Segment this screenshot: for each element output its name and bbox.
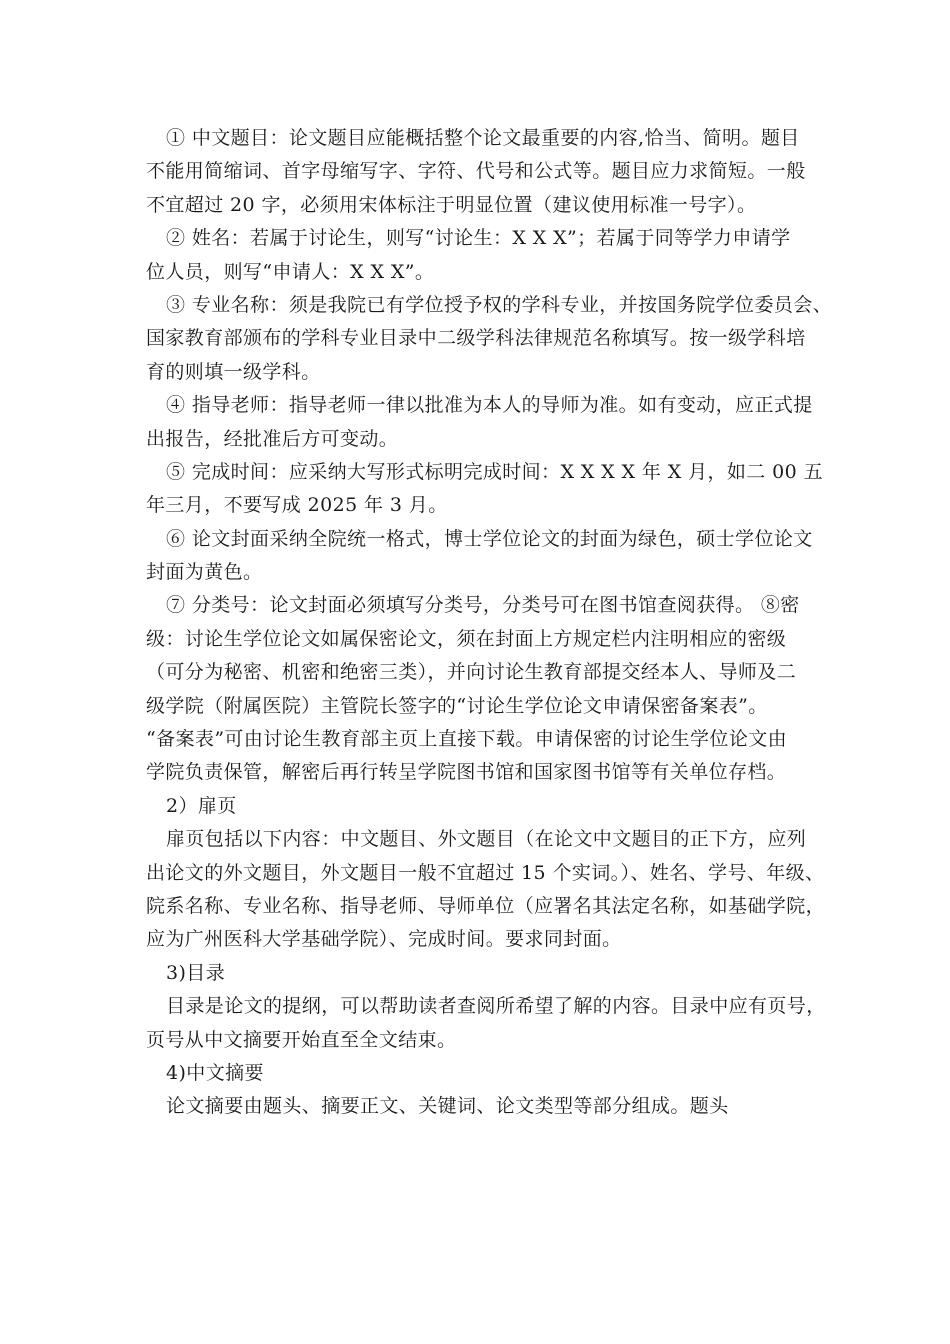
- text-line: ② 姓名：若属于讨论生，则写“讨论生：X X X”；若属于同等学力申请学: [166, 227, 791, 250]
- section-heading: 4)中文摘要: [166, 1061, 264, 1084]
- text-line: 应为广州医科大学基础学院）、完成时间。要求同封面。: [146, 928, 622, 951]
- text-line: 论文摘要由题头、摘要正文、关键词、论文类型等部分组成。题头: [166, 1095, 729, 1118]
- text-line: “备案表”可由讨论生教育部主页上直接下载。申请保密的讨论生学位论文由: [146, 728, 788, 751]
- document-body: [146, 122, 833, 1124]
- text-line: 国家教育部颁布的学科专业目录中二级学科法律规范名称填写。按一级学科培: [146, 327, 806, 350]
- text-line: ④ 指导老师：指导老师一律以批准为本人的导师为准。如有变动，应正式提: [166, 394, 813, 417]
- section-heading: 3)目录: [166, 961, 226, 984]
- text-line: （可分为秘密、机密和绝密三类），并向讨论生教育部提交经本人、导师及二: [146, 661, 797, 684]
- text-line: ③ 专业名称：须是我院已有学位授予权的学科专业，并按国务院学位委员会、: [166, 293, 833, 316]
- text-line: ⑤ 完成时间：应采纳大写形式标明完成时间：X X X X 年 X 月，如二 00 五: [166, 460, 823, 483]
- text-line: 位人员，则写“申请人：X X X”。: [146, 260, 435, 283]
- text-line: ⑥ 论文封面采纳全院统一格式，博士学位论文的封面为绿色，硕士学位论文: [166, 527, 813, 550]
- text-line: 页号从中文摘要开始直至全文结束。: [146, 1028, 457, 1051]
- text-line: 不宜超过 20 字，必须用宋体标注于明显位置（建议使用标准一号字）。: [146, 193, 757, 216]
- text-line: 育的则填一级学科。: [146, 360, 321, 383]
- text-line: ① 中文题目：论文题目应能概括整个论文最重要的内容,恰当、简明。题目: [166, 127, 800, 149]
- text-line: 年三月，不要写成 2025 年 3 月。: [146, 494, 448, 517]
- text-line: 出报告，经批准后方可变动。: [146, 427, 399, 450]
- text-line: 扉页包括以下内容：中文题目、外文题目（在论文中文题目的正下方，应列: [166, 828, 807, 851]
- text-line: 级学院（附属医院）主管院长签字的“讨论生学位论文申请保密备案表”。: [146, 694, 768, 717]
- text-line: 出论文的外文题目，外文题目一般不宜超过 15 个实词。）、姓名、学号、年级、: [146, 861, 825, 884]
- section-heading: 2）扉页: [166, 794, 237, 817]
- text-line: 目录是论文的提纲，可以帮助读者查阅所希望了解的内容。目录中应有页号，: [166, 995, 826, 1018]
- text-line: ⑦ 分类号：论文封面必须填写分类号，分类号可在图书馆查阅获得。 ⑧密: [166, 594, 800, 617]
- text-line: 不能用简缩词、首字母缩写字、字符、代号和公式等。题目应力求简短。一般: [146, 160, 806, 183]
- text-line: 级：讨论生学位论文如属保密论文，须在封面上方规定栏内注明相应的密级: [146, 627, 787, 650]
- text-line: 封面为黄色。: [146, 561, 263, 584]
- text-line: 院系名称、专业名称、指导老师、导师单位（应署名其法定名称，如基础学院，: [146, 894, 826, 917]
- text-line: 学院负责保管，解密后再行转呈学院图书馆和国家图书馆等有关单位存档。: [146, 761, 787, 784]
